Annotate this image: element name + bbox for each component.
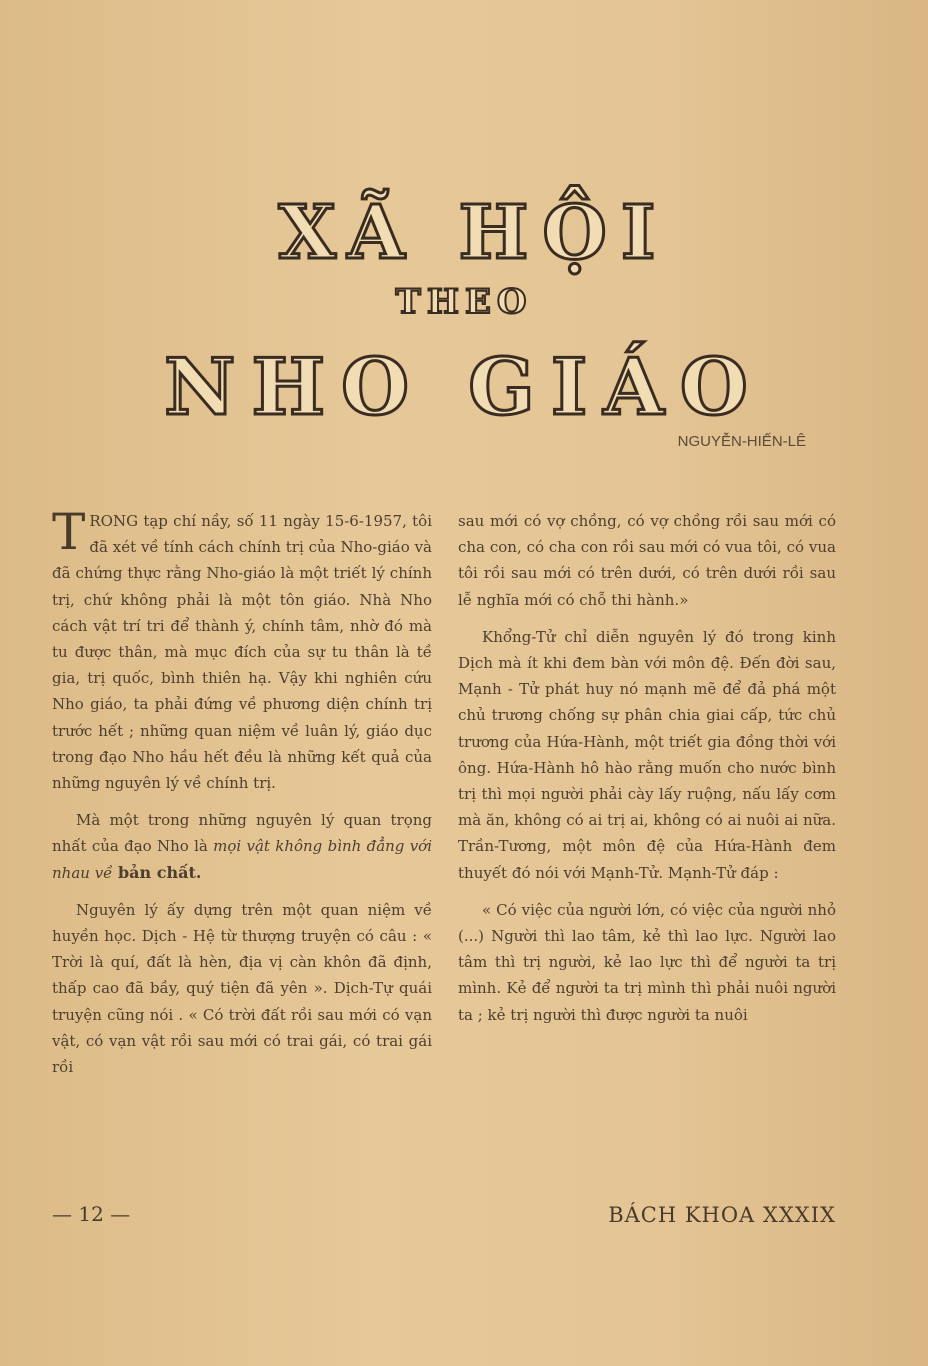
drop-cap: T — [52, 503, 86, 561]
title-line-3: NHO GIÁO — [164, 342, 764, 433]
paragraph-text: RONG tạp chí nầy, số 11 ngày 15-6-1957, tôi đã xét về tính cách chính trị của Nho-giáo và đã chứng thực rằng Nho-giáo là một triết lý chính trị, chứ không phải là một tôn giáo. Nhà Nho cách vật trí tri để thành ý, chính tâm, nhờ đó mà tu được thân, mà mục đích của sự tu thân là tề gia, trị quốc, bình thiên hạ. Vậy khi nghiên cứu Nho giáo, ta phải đứng về phương diện chính trị trước hết ; những quan niệm về luân lý, giáo dục trong đạo Nho hầu hết đều là những kết quả của những nguyên lý về chính trị. — [52, 512, 432, 793]
title-line-2: THEO — [395, 282, 533, 322]
emphasis-text: mọi vật không bình đẳng với nhau về — [52, 837, 432, 882]
paragraph — [52, 503, 432, 796]
paragraph: « Có việc của người lớn, có việc của người nhỏ (...) Người thì lao tâm, kẻ thì lao lực. Người lao tâm thì trị người, kẻ lao lực thì để người ta trị mình. Kẻ để người ta trị mình thì phải nuôi người ta ; kẻ trị người thì được người ta nuôi — [458, 900, 836, 1024]
page-number: — 12 — — [52, 1202, 131, 1226]
right-column — [458, 508, 836, 1039]
paragraph: sau mới có vợ chồng, có vợ chồng rồi sau mới có cha con, có cha con rồi sau mới có vua tôi, có vua tôi rồi sau mới có trên dưới, có trên dưới rồi sau lễ nghĩa mới có chỗ thi hành.» — [458, 512, 836, 609]
title-line-1: XÃ HỘI — [278, 190, 670, 276]
paragraph: Khổng-Tử chỉ diễn nguyên lý đó trong kinh Dịch mà ít khi đem bàn với môn đệ. Đến đời sau, Mạnh - Tử phát huy nó mạnh mẽ để đả phá một chủ trương chống sự phân chia giai cấp, tức chủ trương của Hứa-Hành, một triết gia đồng thời với ông. Hứa-Hành hô hào rằng muốn cho nước bình trị thì mọi người phải cày lấy ruộng, nấu lấy cơm mà ăn, không có ai trị ai, không có ai nuôi ai nữa. Trần-Tương, một môn đệ của Hứa-Hành đem thuyết đó nói với Mạnh-Tử. Mạnh-Tử đáp : — [458, 627, 836, 882]
paragraph — [52, 807, 432, 886]
journal-name: BÁCH KHOA XXXIX — [608, 1203, 836, 1227]
paragraph-text: Mà một trong những nguyên lý quan trọng nhất của đạo Nho là — [52, 811, 432, 856]
left-column — [52, 503, 432, 1091]
bold-text: bản chất. — [112, 862, 202, 882]
paragraph: Nguyên lý ấy dựng trên một quan niệm về huyền học. Dịch - Hệ từ thượng truyện có câu : « Trời là quí, đất là hèn, địa vị càn khôn đã định, thấp cao đã bầy, quý tiện đã yên ». Dịch-Tự quái truyện cũng nói . « Có trời đất rồi sau mới có vạn vật, có vạn vật rồi sau mới có trai gái, có trai gái rồi — [52, 900, 432, 1077]
author-name: NGUYỄN-HIẾN-LÊ — [677, 433, 806, 450]
